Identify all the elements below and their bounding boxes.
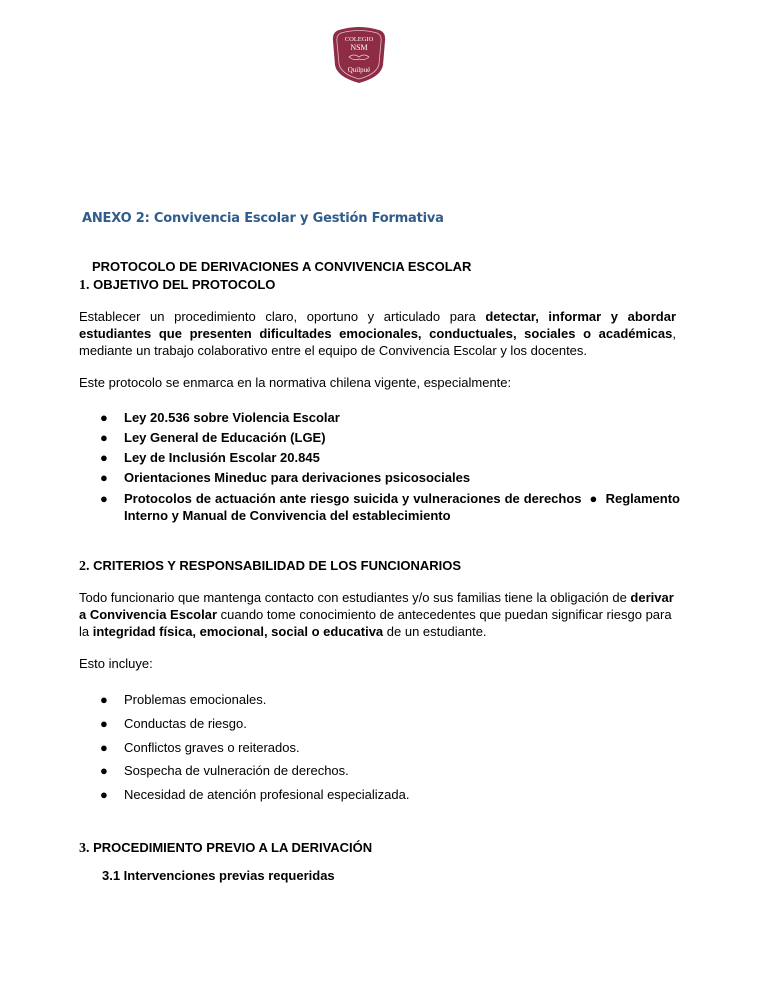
section3-title: PROCEDIMIENTO PREVIO A LA DERIVACIÓN [93, 840, 373, 855]
section2-p1-bold-b: derivar a Convivencia Escolar [79, 590, 674, 622]
section2-paragraph2: Esto incluye: [79, 656, 153, 671]
section3-heading [79, 840, 372, 857]
section3-number: 3. [79, 841, 90, 856]
logo-line2: NSM [350, 43, 368, 52]
bullet-icon: ● [100, 692, 108, 707]
section2-heading [79, 558, 461, 575]
list-item [79, 448, 680, 468]
list-item-text: Ley 20.536 sobre Violencia Escolar [124, 410, 340, 425]
list-item-text: Conflictos graves o reiterados. [124, 739, 300, 755]
list-item [79, 428, 680, 448]
list-item-text: Ley General de Educación (LGE) [124, 430, 326, 445]
list-item-text: Reglamento Interno y Manual de Convivencia del establecimiento [124, 491, 680, 523]
annex-title: ANEXO 2: Convivencia Escolar y Gestión Formativa [82, 211, 444, 226]
bullet-icon: ● [100, 450, 108, 465]
shield-icon [331, 25, 387, 85]
section1-p1-text-a: Establecer un procedimiento claro, oportuno y articulado para [79, 309, 486, 324]
section1-number: 1. [79, 278, 90, 293]
bullet-icon: ● [100, 763, 108, 779]
section3-subheading: 3.1 Intervenciones previas requeridas [102, 868, 335, 883]
section1-p1-text-c: , mediante un trabajo colaborativo entre el equipo de Convivencia Escolar y los docentes. [79, 326, 676, 358]
list-item-text: Protocolos de actuación ante riesgo suicida y vulneraciones de derechos [124, 491, 582, 506]
section2-paragraph1 [79, 589, 676, 640]
list-item-text: Problemas emocionales. [124, 692, 267, 707]
list-item-text: Sospecha de vulneración de derechos. [124, 763, 349, 779]
section1-paragraph1 [79, 308, 676, 359]
list-item [79, 759, 680, 783]
list-item [79, 488, 680, 524]
list-item [79, 408, 680, 428]
list-item-text: Conductas de riesgo. [124, 715, 247, 731]
list-item-text: Necesidad de atención profesional especializada. [124, 787, 410, 803]
list-item [79, 688, 680, 712]
protocol-title: PROTOCOLO DE DERIVACIONES A CONVIVENCIA ESCOLAR [92, 259, 472, 274]
section2-number: 2. [79, 559, 90, 574]
section1-title: OBJETIVO DEL PROTOCOLO [93, 277, 276, 292]
section2-p1-text-a: Todo funcionario que mantenga contacto con estudiantes y/o sus familias tiene la obligación de [79, 590, 631, 605]
bullet-icon: ● [100, 491, 108, 506]
bullet-icon: ● [100, 787, 108, 803]
section2-list [79, 688, 680, 807]
school-logo [331, 25, 387, 85]
list-item [79, 783, 680, 807]
section2-p1-bold-d: integridad física, emocional, social o educativa [92, 624, 384, 639]
list-item [79, 468, 680, 488]
bullet-icon: ● [100, 430, 108, 445]
bullet-icon: ● [100, 715, 108, 731]
section1-p1-bold: detectar, informar y abordar estudiantes que presenten dificultades emocionales, conductuales, sociales o académicas [79, 309, 676, 341]
bullet-icon: ● [100, 410, 108, 425]
list-item [79, 712, 680, 736]
section2-p1-text-e: de un estudiante. [383, 624, 487, 639]
section2-title: CRITERIOS Y RESPONSABILIDAD DE LOS FUNCIONARIOS [93, 558, 462, 573]
bullet-icon: ● [589, 491, 598, 506]
section2-p1-text-c: cuando tome conocimiento de antecedentes que puedan significar riesgo para la [79, 607, 672, 639]
bullet-icon: ● [100, 739, 108, 755]
section1-paragraph2: Este protocolo se enmarca en la normativa chilena vigente, especialmente: [79, 375, 512, 390]
section1-heading [79, 277, 275, 294]
list-item-text: Orientaciones Mineduc para derivaciones psicosociales [124, 470, 471, 485]
logo-line3: Quilpué [347, 66, 371, 74]
list-item-text: Ley de Inclusión Escolar 20.845 [124, 450, 320, 465]
bullet-icon: ● [100, 470, 108, 485]
list-item [79, 736, 680, 760]
section1-list [79, 408, 680, 524]
logo-line1: COLEGIO [344, 36, 374, 43]
